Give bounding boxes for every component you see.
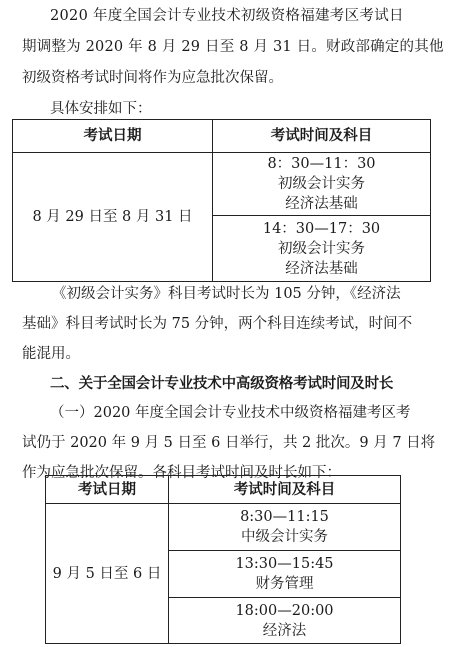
schedule-table-intermediate — [45, 475, 401, 644]
table-cell-slot — [213, 153, 431, 216]
slot-subject: 财务管理 — [255, 576, 314, 592]
table-cell-slot — [169, 504, 401, 551]
slot-time: 8:30—11:15 — [240, 509, 329, 525]
slot-subject: 经济法 — [262, 622, 307, 639]
schedule-table-primary — [12, 119, 431, 282]
slot-time: 18:00—20:00 — [235, 602, 334, 619]
slot-time: 13:30—15:45 — [235, 556, 334, 572]
slot-subject: 初级会计实务 — [278, 240, 365, 257]
slot-subject: 中级会计实务 — [241, 529, 328, 545]
table-header-date: 考试日期 — [46, 476, 169, 504]
paragraph-line-2: 期调整为 2020 年 8 月 29 日至 8 月 31 日。财政部确定的其他 — [22, 39, 444, 55]
slot-subject: 经济法基础 — [285, 196, 358, 212]
note-line-3: 能混用。 — [22, 346, 80, 362]
paragraph-line-3: 初级资格考试时间将作为应急批次保留。 — [22, 70, 283, 86]
note-line-2: 基础》科目考试时长为 75 分钟，两个科目连续考试，时间不 — [22, 316, 413, 332]
table-cell-date: 9 月 5 日至 6 日 — [46, 504, 169, 644]
slot-time: 14：30—17：30 — [262, 220, 381, 237]
table-cell-slot — [169, 551, 401, 598]
table-header-time-subject: 考试时间及科目 — [169, 476, 401, 504]
slot-subject: 经济法基础 — [285, 260, 358, 277]
table-cell-slot — [213, 216, 431, 282]
table-cell-slot — [169, 598, 401, 644]
note-line-1: 《初级会计实务》科目考试时长为 105 分钟，《经济法 — [52, 286, 401, 302]
section-line-2: 试仍于 2020 年 9 月 5 日至 6 日举行，共 2 批次。9 月 7 日将 — [22, 435, 436, 451]
section-heading: 二、关于全国会计专业技术中高级资格考试时间及时长 — [50, 375, 394, 392]
paragraph-line-4: 具体安排如下： — [50, 101, 152, 117]
slot-time: 8：30—11：30 — [267, 156, 376, 172]
section-line-3: 作为应急批次保留。各科目考试时间及时长如下： — [22, 465, 341, 481]
slot-subject: 初级会计实务 — [278, 176, 365, 192]
paragraph-line-1: 2020 年度全国会计专业技术初级资格福建考区考试日 — [50, 8, 404, 24]
table-header-date: 考试日期 — [13, 120, 213, 153]
table-cell-date: 8 月 29 日至 8 月 31 日 — [13, 153, 213, 282]
table-header-time-subject: 考试时间及科目 — [213, 120, 431, 153]
section-line-1: （一）2020 年度全国会计专业技术中级资格福建考区考 — [50, 405, 411, 421]
